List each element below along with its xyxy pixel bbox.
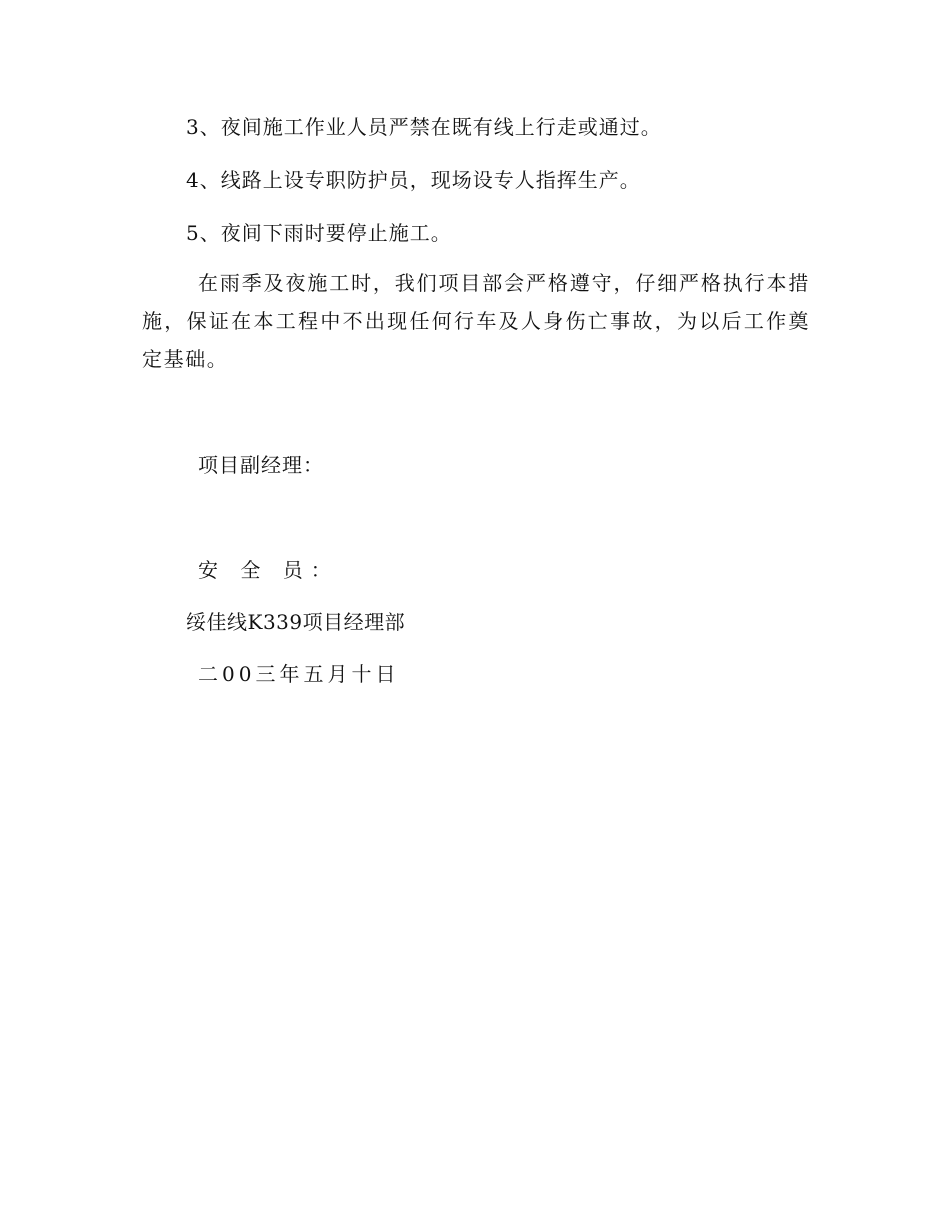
deputy-manager-label: 项目副经理： (198, 453, 324, 477)
organization-name: 绥佳线K339项目经理部 (186, 610, 406, 634)
safety-officer-label: 安 全 员： (198, 558, 339, 582)
item-3: 3、夜间施工作业人员严禁在既有线上行走或通过。 (186, 115, 662, 139)
item-5: 5、夜间下雨时要停止施工。 (186, 221, 452, 245)
item-4: 4、线路上设专职防护员，现场设专人指挥生产。 (186, 168, 641, 192)
closing-paragraph: 在雨季及夜施工时，我们项目部会严格遵守，仔细严格执行本措施，保证在本工程中不出现任何行车及人身伤亡事故，为以后工作奠定基础。 (142, 271, 810, 371)
document-date: 二00三年五月十日 (198, 662, 400, 686)
